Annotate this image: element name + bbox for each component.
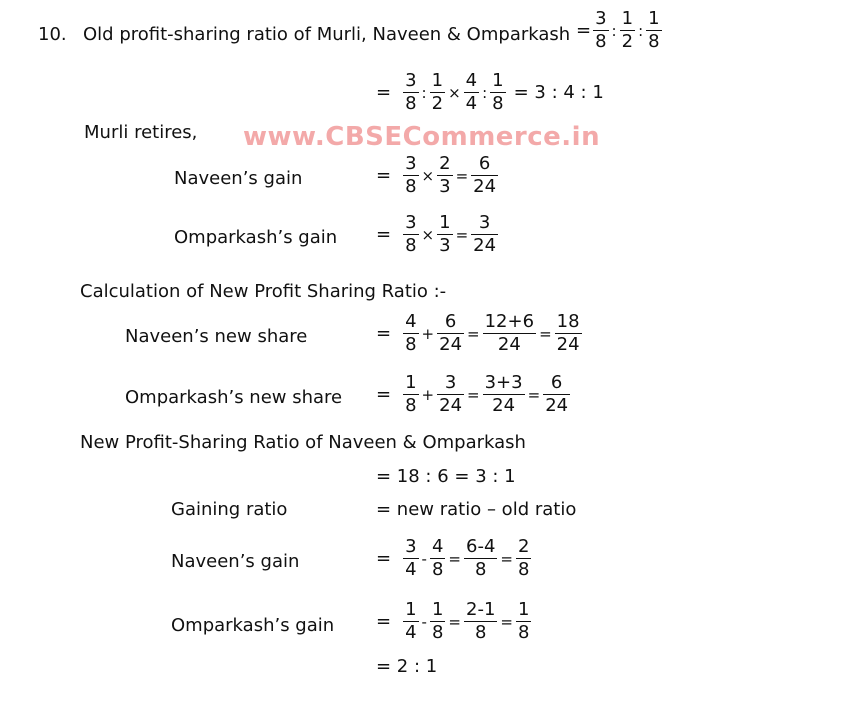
- minus-sign: -: [421, 612, 427, 631]
- fraction: $\frac{6}{24}$: [545, 372, 569, 416]
- final-result: = 2 : 1: [376, 656, 438, 677]
- equals-sign: =: [455, 166, 469, 185]
- watermark: www.CBSECommerce.in: [243, 122, 601, 152]
- fraction: $\frac{6-4}{8}$: [466, 536, 496, 580]
- equals-sign: =: [376, 165, 392, 186]
- fraction: $\frac{1}{2}$: [431, 70, 444, 114]
- naveen-new-share-label: Naveen’s new share: [125, 326, 308, 347]
- fraction: $\frac{2}{3}$: [439, 153, 451, 197]
- fraction: $\frac{3}{8}$: [405, 70, 417, 114]
- murli-retires: Murli retires,: [84, 122, 198, 143]
- equals-sign: =: [467, 385, 480, 404]
- equals-sign: =: [539, 324, 552, 343]
- omparkash-new-share-expression: [376, 374, 569, 415]
- equals-sign: =: [576, 20, 592, 41]
- equals-sign: =: [500, 549, 513, 568]
- fraction: 1 8: [648, 8, 660, 52]
- times-sign: ×: [421, 166, 435, 185]
- step1-expression: [376, 72, 604, 113]
- fraction: $\frac{3+3}{24}$: [484, 372, 523, 416]
- fraction: $\frac{1}{8}$: [517, 599, 530, 643]
- naveen-gain-expression: [376, 155, 497, 196]
- fraction: $\frac{6}{24}$: [473, 153, 497, 197]
- fraction: $\frac{1}{8}$: [492, 70, 504, 114]
- plus-sign: +: [421, 385, 435, 404]
- times-sign: ×: [448, 83, 461, 102]
- fraction: $\frac{1}{3}$: [439, 212, 451, 256]
- colon: :: [482, 83, 488, 102]
- naveen-new-share-expression: [376, 313, 581, 354]
- omparkash-gain-label-2: Omparkash’s gain: [171, 615, 335, 636]
- equals-sign: =: [455, 225, 469, 244]
- equals-sign: =: [448, 549, 461, 568]
- fraction: $\frac{3}{24}$: [473, 212, 497, 256]
- fraction: $\frac{1}{8}$: [431, 599, 444, 643]
- omparkash-gain-label: Omparkash’s gain: [174, 227, 338, 248]
- fraction: $\frac{1}{4}$: [405, 599, 417, 643]
- fraction: 1 2: [621, 8, 634, 52]
- fraction: $\frac{4}{8}$: [405, 311, 417, 355]
- colon: :: [611, 21, 617, 40]
- equals-sign: =: [376, 82, 392, 103]
- equals-sign: =: [376, 548, 392, 569]
- equals-sign: =: [467, 324, 480, 343]
- question-text: Old profit-sharing ratio of Murli, Naveen & Omparkash: [83, 24, 571, 45]
- naveen-gain-expression-2: [376, 538, 530, 579]
- plus-sign: +: [421, 324, 435, 343]
- equals-sign: =: [500, 612, 513, 631]
- times-sign: ×: [421, 225, 435, 244]
- fraction: $\frac{3}{8}$: [595, 8, 607, 52]
- fraction: $\frac{3}{8}$: [405, 153, 417, 197]
- calculation-heading: Calculation of New Profit Sharing Ratio :-: [80, 281, 447, 302]
- fraction: $\frac{3}{24}$: [439, 372, 463, 416]
- fraction: $\frac{1}{8}$: [405, 372, 417, 416]
- fraction: $\frac{2-1}{8}$: [466, 599, 496, 643]
- old-ratio-expression: [576, 10, 661, 51]
- naveen-gain-label-2: Naveen’s gain: [171, 551, 300, 572]
- fraction: $\frac{2}{8}$: [517, 536, 530, 580]
- colon: :: [421, 83, 427, 102]
- equals-sign: =: [376, 611, 392, 632]
- equals-sign: =: [527, 385, 541, 404]
- naveen-gain-label: Naveen’s gain: [174, 168, 303, 189]
- fraction: $\frac{4}{4}$: [465, 70, 478, 114]
- omparkash-new-share-label: Omparkash’s new share: [125, 387, 343, 408]
- fraction: $\frac{3}{4}$: [405, 536, 417, 580]
- question-number: 10.: [38, 24, 67, 45]
- equals-sign: =: [448, 612, 461, 631]
- fraction: $\frac{18}{24}$: [556, 311, 580, 355]
- omparkash-gain-expression: [376, 214, 497, 255]
- gaining-ratio-label: Gaining ratio: [171, 499, 288, 520]
- step1-result: = 3 : 4 : 1: [513, 82, 604, 103]
- omparkash-gain-expression-2: [376, 601, 530, 642]
- gaining-ratio-value: = new ratio – old ratio: [376, 499, 577, 520]
- minus-sign: -: [421, 549, 427, 568]
- fraction: $\frac{12+6}{24}$: [484, 311, 535, 355]
- new-ratio-result: = 18 : 6 = 3 : 1: [376, 466, 516, 487]
- colon: :: [638, 21, 644, 40]
- fraction: $\frac{3}{8}$: [405, 212, 417, 256]
- equals-sign: =: [376, 384, 392, 405]
- fraction: $\frac{4}{8}$: [431, 536, 444, 580]
- new-ratio-heading: New Profit-Sharing Ratio of Naveen & Omparkash: [80, 432, 526, 453]
- fraction: $\frac{6}{24}$: [439, 311, 463, 355]
- equals-sign: =: [376, 224, 392, 245]
- equals-sign: =: [376, 323, 392, 344]
